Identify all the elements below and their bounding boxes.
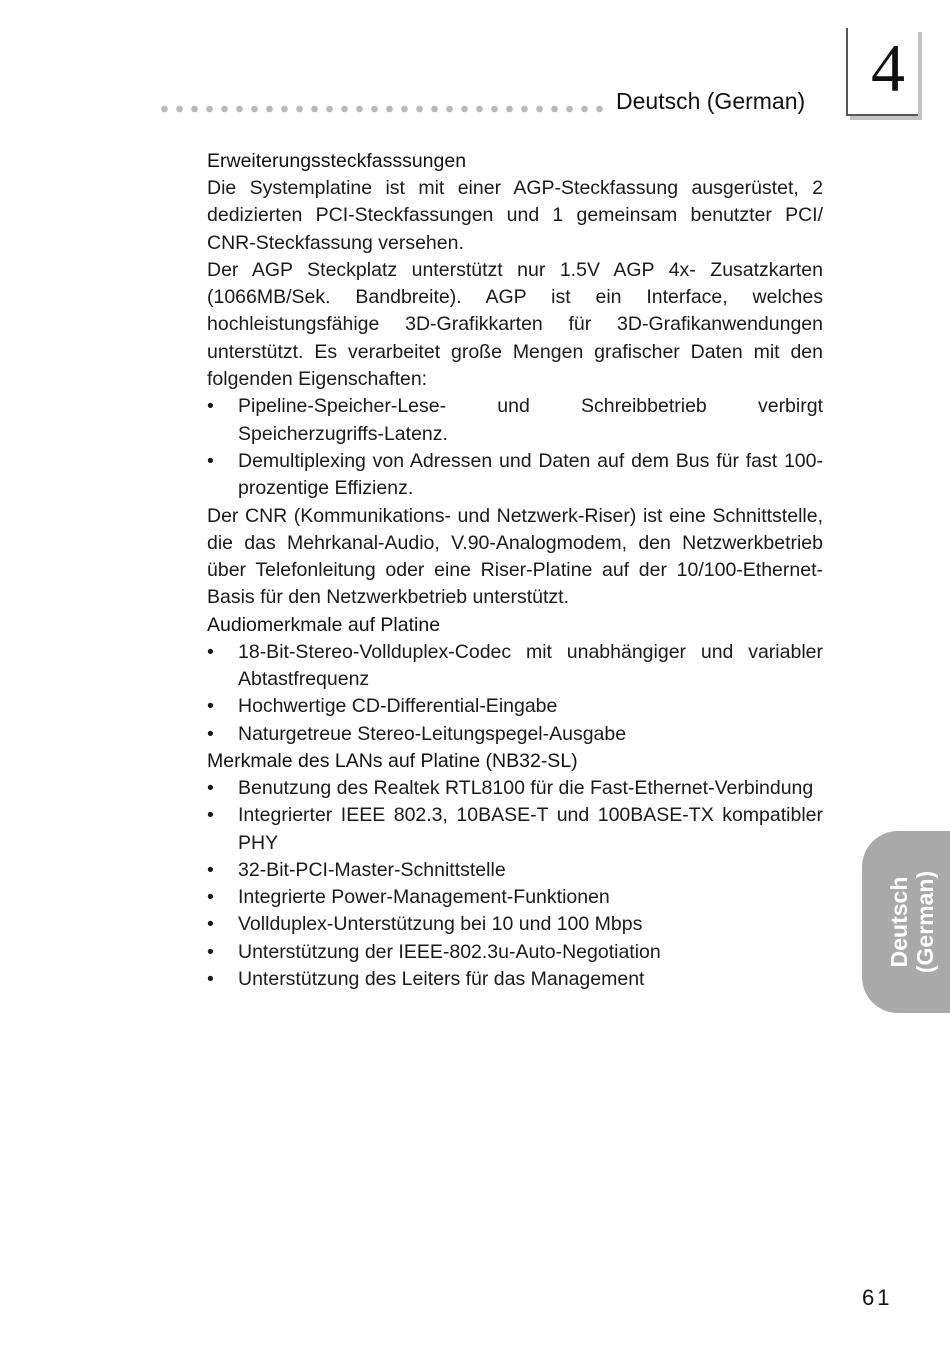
section-heading-expansion: Erweiterungssteckfasssungen (207, 150, 467, 172)
paragraph: Der AGP Steckplatz unterstützt nur 1.5V AGP 4x- Zusatzkarten (1066MB/Sek. Bandbreite). AGP ist ein Interface, welches hochleistungsfähige 3D-Grafikkarten für 3D-Grafikanwendungen unterstützt. Es verarbeitet große Mengen grafischer Daten mit den folgenden Eigenschaften: (207, 258, 823, 391)
side-tab-line-2: (German) (912, 870, 938, 974)
list-item: • 32-Bit-PCI-Master-Schnittstelle (207, 857, 823, 884)
list-item: • Demultiplexing von Adressen und Daten auf dem Bus für fast 100-prozentige Effizienz. (207, 448, 823, 503)
main-content (207, 148, 823, 993)
bullet-list-lan (207, 775, 823, 993)
list-item: • Benutzung des Realtek RTL8100 für die Fast-Ethernet-Verbindung (207, 775, 823, 802)
list-item: • Integrierter IEEE 802.3, 10BASE-T und 100BASE-TX kompatibler PHY (207, 802, 823, 857)
header-dotted-rule (157, 104, 605, 114)
paragraph: Der CNR (Kommunikations- und Netzwerk-Riser) ist eine Schnittstelle, die das Mehrkanal-Audio, V.90-Analogmodem, den Netzwerkbetrieb über Telefonleitung oder eine Riser-Platine auf der 10/100-Ethernet-Basis für den Netzwerkbetrieb unterstützt. (207, 504, 823, 609)
list-item: • Naturgetreue Stereo-Leitungspegel-Ausgabe (207, 721, 823, 748)
list-item: • Integrierte Power-Management-Funktionen (207, 884, 823, 911)
section-heading-lan: Merkmale des LANs auf Platine (NB32-SL) (207, 749, 578, 772)
paragraph: Die Systemplatine ist mit einer AGP-Steckfassung ausgerüstet, 2 dedizierten PCI-Steckfassungen und 1 gemeinsam benutzter PCI/ CNR-Steckfassung versehen. (207, 177, 823, 254)
bullet-list-audio (207, 639, 823, 748)
list-item: • Pipeline-Speicher-Lese- und Schreibbetrieb verbirgt Speicherzugriffs-Latenz. (207, 393, 823, 448)
list-item: • Unterstützung des Leiters für das Management (207, 966, 823, 993)
list-item: • Hochwertige CD-Differential-Eingabe (207, 693, 823, 720)
section-heading-audio: Audiomerkmale auf Platine (207, 613, 441, 636)
list-item: • 18-Bit-Stereo-Vollduplex-Codec mit unabhängiger und variabler Abtastfrequenz (207, 639, 823, 694)
side-tab-line-1: Deutsch (886, 876, 912, 968)
chapter-number: 4 (871, 30, 905, 106)
language-side-tab (862, 831, 950, 1013)
list-item: • Vollduplex-Unterstützung bei 10 und 100 Mbps (207, 911, 823, 938)
page-header-title: Deutsch (German) (616, 88, 806, 114)
list-item: • Unterstützung der IEEE-802.3u-Auto-Negotiation (207, 939, 823, 966)
bullet-list-agp (207, 393, 823, 502)
page-number: 61 (862, 1285, 893, 1310)
side-tab-label (886, 871, 938, 973)
